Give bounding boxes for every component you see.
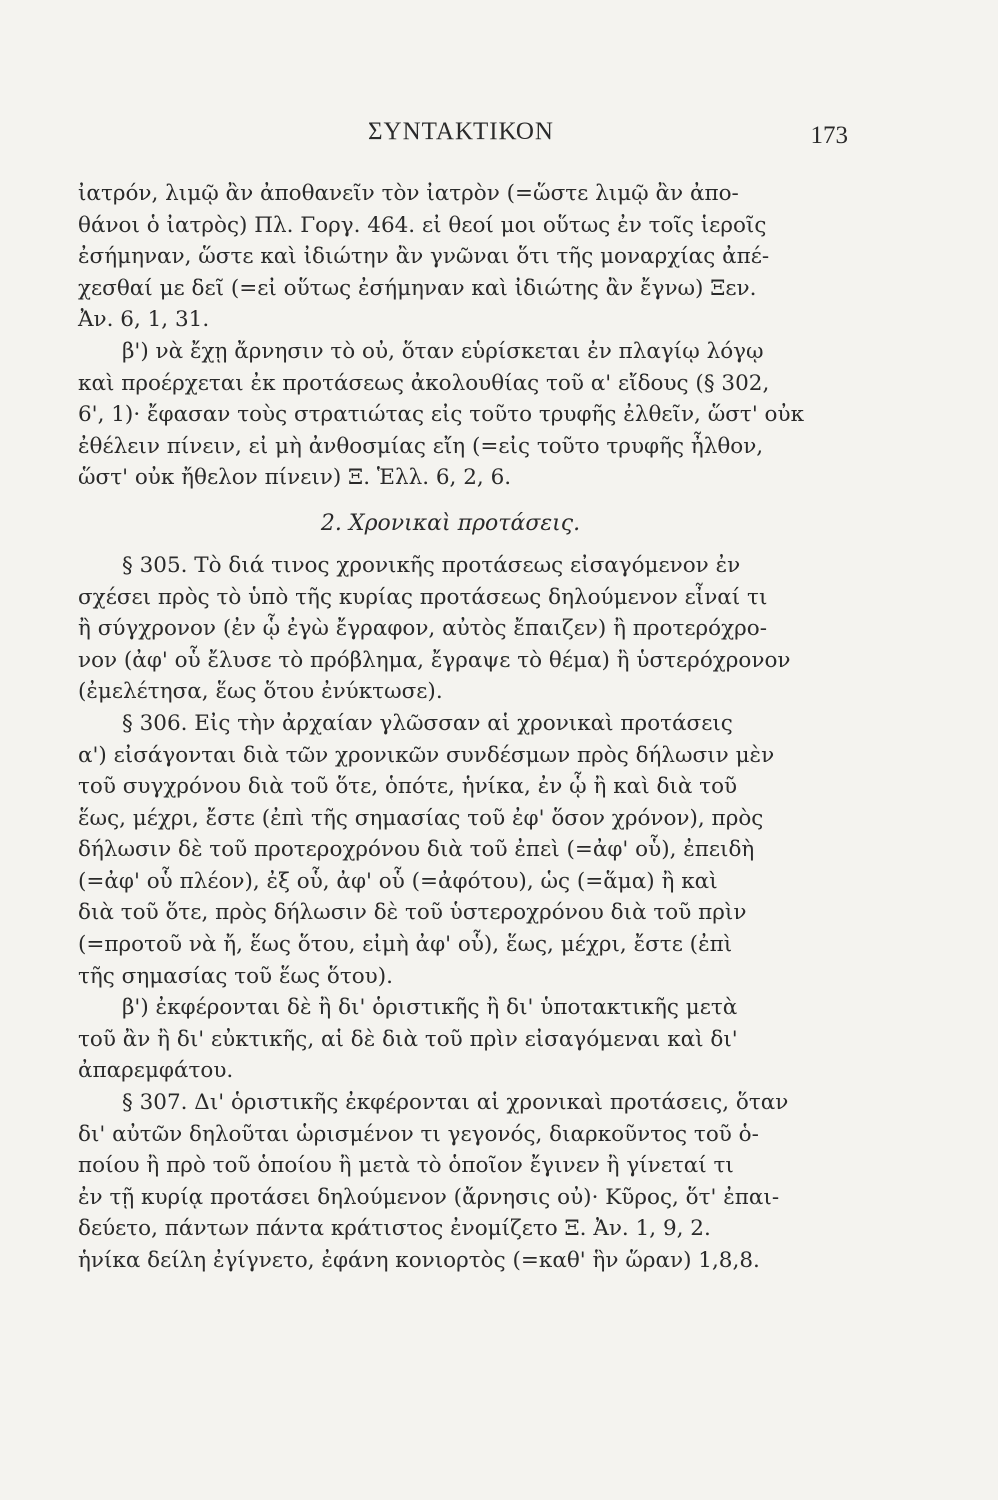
text-line: ἐν τῇ κυρίᾳ προτάσει δηλούμενον (ἄρνησις οὐ)· Κῦρος, ὅτ' ἐπαι- [78, 1184, 780, 1210]
text-line: ἐθέλειν πίνειν, εἰ μὴ ἀνθοσμίας εἴη (=εἰς τοῦτο τρυφῆς ἦλθον, [78, 433, 764, 459]
text-line: α') εἰσάγονται διὰ τῶν χρονικῶν συνδέσμων πρὸς δήλωσιν μὲν [78, 742, 775, 768]
text-line: ὥστ' οὐκ ἤθελον πίνειν) Ξ. Ἑλλ. 6, 2, 6. [78, 465, 512, 491]
text-line: (ἐμελέτησα, ἕως ὅτου ἐνύκτωσε). [78, 679, 443, 705]
text-line: § 305. Τὸ διά τινος χρονικῆς προτάσεως εἰσαγόμενον ἐν [122, 552, 741, 578]
text-line: θάνοι ὁ ἰατρὸς) Πλ. Γοργ. 464. εἰ θεοί μοι οὕτως ἐν τοῖς ἱεροῖς [78, 212, 767, 238]
paragraph-307 [78, 1087, 823, 1277]
text-line: ἡνίκα δείλη ἐγίγνετο, ἐφάνη κονιορτὸς (=καθ' ἣν ὥραν) 1,8,8. [78, 1248, 760, 1273]
text-line: § 307. Δι' ὁριστικῆς ἐκφέρονται αἱ χρονικαὶ προτάσεις, ὅταν [122, 1090, 789, 1116]
running-title: ΣΥΝΤΑΚΤΙΚΟΝ [368, 118, 554, 145]
text-line: § 306. Εἰς τὴν ἀρχαίαν γλῶσσαν αἱ χρονικαὶ προτάσεις [122, 710, 733, 736]
page-body [78, 178, 823, 1277]
text-line: Ἀν. 6, 1, 31. [78, 307, 210, 333]
paragraph-beta [78, 336, 823, 494]
page-header [0, 118, 998, 158]
text-line: τοῦ συγχρόνου διὰ τοῦ ὅτε, ὁπότε, ἡνίκα, ἐν ᾧ ἢ καὶ διὰ τοῦ [78, 774, 738, 800]
text-line: ποίου ἢ πρὸ τοῦ ὁποίου ἢ μετὰ τὸ ὁποῖον ἔγινεν ἢ γίνεταί τι [78, 1153, 734, 1179]
paragraph-305 [78, 550, 823, 708]
text-line: ἰατρόν, λιμῷ ἂν ἀποθανεῖν τὸν ἰατρὸν (=ὥστε λιμῷ ἂν ἀπο- [78, 181, 739, 206]
text-line: δήλωσιν δὲ τοῦ προτεροχρόνου διὰ τοῦ ἐπεὶ (=ἀφ' οὗ), ἐπειδὴ [78, 837, 755, 863]
text-line: (=προτοῦ νὰ ἤ, ἕως ὅτου, εἰμὴ ἀφ' οὗ), ἕως, μέχρι, ἔστε (ἐπὶ [78, 932, 733, 958]
section-heading: 2. Χρονικαὶ προτάσεις. [320, 510, 581, 536]
text-line: β') νὰ ἔχῃ ἄρνησιν τὸ οὐ, ὅταν εὑρίσκεται ἐν πλαγίῳ λόγῳ [122, 338, 764, 364]
text-line: δι' αὐτῶν δηλοῦται ὡρισμένον τι γεγονός, διαρκοῦντος τοῦ ὁ- [78, 1121, 759, 1147]
text-line: δεύετο, πάντων πάντα κράτιστος ἐνομίζετο Ξ. Ἀν. 1, 9, 2. [78, 1216, 711, 1242]
paragraph-306 [78, 708, 823, 992]
text-line: 6', 1)· ἔφασαν τοὺς στρατιώτας εἰς τοῦτο τρυφῆς ἐλθεῖν, ὥστ' οὐκ [78, 402, 805, 428]
text-line: ἐσήμηναν, ὥστε καὶ ἰδιώτην ἂν γνῶναι ὅτι τῆς μοναρχίας ἀπέ- [78, 244, 770, 270]
paragraph-continuation [78, 178, 823, 336]
paragraph-306-beta [78, 992, 823, 1087]
text-line: χεσθαί με δεῖ (=εἰ οὕτως ἐσήμηναν καὶ ἰδιώτης ἂν ἔγνω) Ξεν. [78, 275, 757, 301]
text-line: σχέσει πρὸς τὸ ὑπὸ τῆς κυρίας προτάσεως δηλούμενον εἶναί τι [78, 584, 768, 610]
text-line: ἢ σύγχρονον (ἐν ᾧ ἐγὼ ἔγραφον, αὐτὸς ἔπαιζεν) ἢ προτερόχρο- [78, 616, 767, 642]
text-line: διὰ τοῦ ὅτε, πρὸς δήλωσιν δὲ τοῦ ὑστεροχρόνου διὰ τοῦ πρὶν [78, 900, 747, 926]
text-line: ἕως, μέχρι, ἔστε (ἐπὶ τῆς σημασίας τοῦ ἐφ' ὅσον χρόνον), πρὸς [78, 805, 764, 831]
text-line: τῆς σημασίας τοῦ ἕως ὅτου). [78, 963, 393, 989]
text-line: (=ἀφ' οὗ πλέον), ἐξ οὗ, ἀφ' οὗ (=ἀφότου), ὡς (=ἅμα) ἢ καὶ [78, 868, 718, 894]
text-line: καὶ προέρχεται ἐκ προτάσεως ἀκολουθίας τοῦ α' εἴδους (§ 302, [78, 370, 770, 396]
page-number: 173 [810, 122, 848, 149]
text-line: νον (ἀφ' οὗ ἔλυσε τὸ πρόβλημα, ἔγραψε τὸ θέμα) ἢ ὑστερόχρονον [78, 647, 791, 673]
text-line: β') ἐκφέρονται δὲ ἢ δι' ὁριστικῆς ἢ δι' ὑποτακτικῆς μετὰ [122, 995, 738, 1021]
text-line: ἀπαρεμφάτου. [78, 1058, 234, 1084]
text-line: τοῦ ἂν ἢ δι' εὐκτικῆς, αἱ δὲ διὰ τοῦ πρὶν εἰσαγόμεναι καὶ δι' [78, 1026, 738, 1052]
